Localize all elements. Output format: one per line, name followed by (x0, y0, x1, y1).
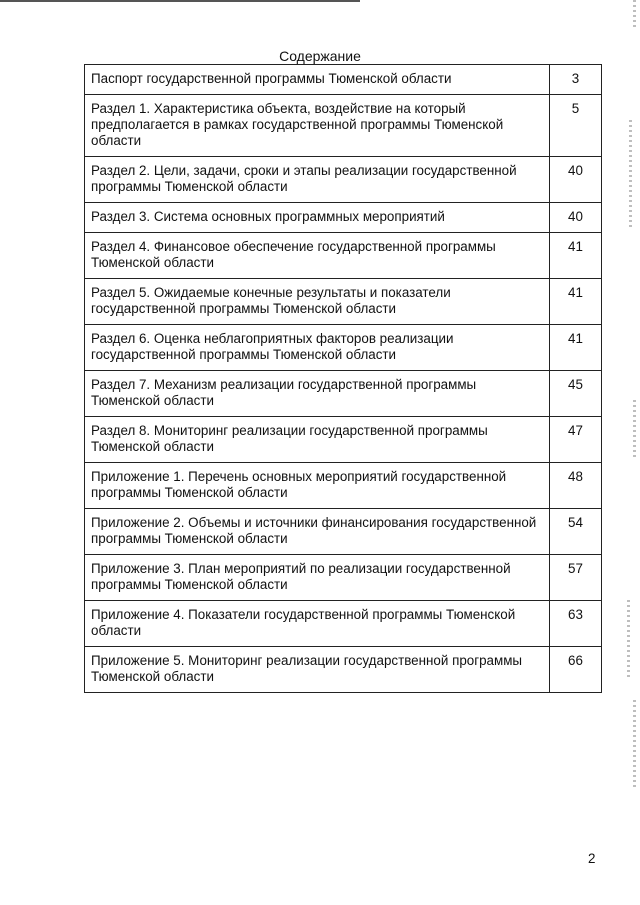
toc-entry-page: 41 (550, 279, 602, 325)
toc-row (85, 509, 602, 555)
toc-heading: Содержание (279, 48, 361, 64)
toc-entry-title: Раздел 7. Механизм реализации государственной программы Тюменской области (85, 371, 550, 417)
toc-entry-title: Приложение 4. Показатели государственной программы Тюменской области (85, 601, 550, 647)
toc-entry-page: 40 (550, 157, 602, 203)
toc-entry-page: 48 (550, 463, 602, 509)
toc-row (85, 647, 602, 693)
toc-entry-title: Раздел 5. Ожидаемые конечные результаты и показатели государственной программы Тюменской области (85, 279, 550, 325)
toc-row (85, 555, 602, 601)
toc-entry-title: Приложение 1. Перечень основных мероприятий государственной программы Тюменской области (85, 463, 550, 509)
scan-edge-artifact (629, 120, 632, 230)
scan-edge-artifact (627, 600, 630, 680)
toc-entry-page: 45 (550, 371, 602, 417)
toc-entry-title: Раздел 1. Характеристика объекта, воздействие на который предполагается в рамках государственной программы Тюменской области (85, 95, 550, 157)
toc-entry-page: 41 (550, 325, 602, 371)
toc-row (85, 417, 602, 463)
scan-edge-artifact (633, 400, 636, 460)
scan-edge-artifact (633, 700, 636, 790)
toc-row (85, 325, 602, 371)
toc-entry-title: Раздел 2. Цели, задачи, сроки и этапы реализации государственной программы Тюменской области (85, 157, 550, 203)
toc-row (85, 203, 602, 233)
toc-entry-title: Раздел 3. Система основных программных мероприятий (85, 203, 550, 233)
toc-entry-title: Приложение 5. Мониторинг реализации государственной программы Тюменской области (85, 647, 550, 693)
toc-row (85, 463, 602, 509)
toc-entry-title: Приложение 2. Объемы и источники финансирования государственной программы Тюменской области (85, 509, 550, 555)
page-number: 2 (588, 851, 596, 866)
toc-row (85, 371, 602, 417)
toc-entry-title: Приложение 3. План мероприятий по реализации государственной программы Тюменской области (85, 555, 550, 601)
toc-entry-page: 3 (550, 65, 602, 95)
toc-entry-page: 47 (550, 417, 602, 463)
toc-entry-page: 66 (550, 647, 602, 693)
toc-entry-title: Паспорт государственной программы Тюменской области (85, 65, 550, 95)
scan-top-rule (0, 0, 360, 2)
table-of-contents (84, 64, 602, 693)
toc-entry-title: Раздел 6. Оценка неблагоприятных факторов реализации государственной программы Тюменской области (85, 325, 550, 371)
toc-entry-page: 57 (550, 555, 602, 601)
toc-entry-page: 5 (550, 95, 602, 157)
toc-row (85, 65, 602, 95)
toc-row (85, 601, 602, 647)
toc-row (85, 157, 602, 203)
toc-entry-title: Раздел 4. Финансовое обеспечение государственной программы Тюменской области (85, 233, 550, 279)
toc-entry-title: Раздел 8. Мониторинг реализации государственной программы Тюменской области (85, 417, 550, 463)
scan-edge-artifact (633, 0, 636, 30)
toc-row (85, 233, 602, 279)
toc-entry-page: 54 (550, 509, 602, 555)
toc-entry-page: 41 (550, 233, 602, 279)
toc-row (85, 279, 602, 325)
toc-row (85, 95, 602, 157)
toc-entry-page: 63 (550, 601, 602, 647)
toc-entry-page: 40 (550, 203, 602, 233)
